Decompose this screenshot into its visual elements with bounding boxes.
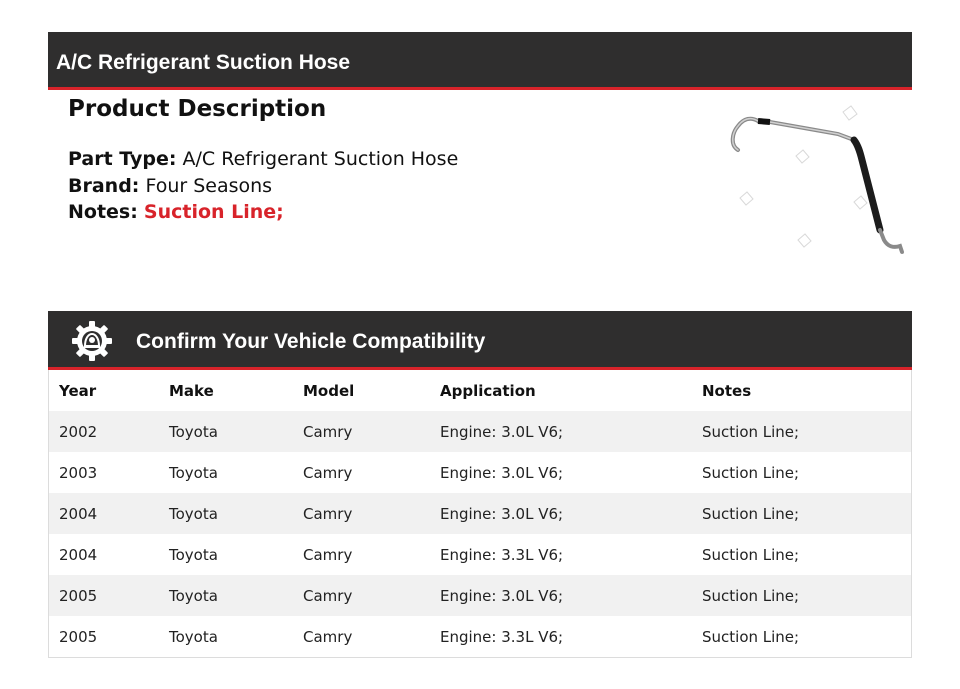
cell-year: 2002 <box>59 422 98 441</box>
cell-year: 2003 <box>59 463 98 482</box>
compatibility-bar <box>48 311 912 370</box>
compatibility-title: Confirm Your Vehicle Compatibility <box>136 330 486 353</box>
cell-model: Camry <box>303 463 353 482</box>
title-bar <box>48 32 912 90</box>
cell-year: 2004 <box>59 504 98 523</box>
cell-application: Engine: 3.0L V6; <box>440 463 564 482</box>
cell-notes: Suction Line; <box>702 627 800 646</box>
table-row <box>49 575 911 616</box>
compatibility-table-wrap <box>48 370 912 658</box>
notes-label: Notes: <box>68 201 138 223</box>
cell-model: Camry <box>303 586 353 605</box>
cell-application: Engine: 3.0L V6; <box>440 586 564 605</box>
cell-notes: Suction Line; <box>702 545 800 564</box>
cell-make: Toyota <box>169 586 218 605</box>
cell-year: 2004 <box>59 545 98 564</box>
brand-label: Brand: <box>68 174 140 197</box>
cell-model: Camry <box>303 504 353 523</box>
brand-value: Four Seasons <box>145 174 273 197</box>
cell-make: Toyota <box>169 463 218 482</box>
cell-model: Camry <box>303 545 353 564</box>
cell-application: Engine: 3.0L V6; <box>440 422 564 441</box>
page-title: A/C Refrigerant Suction Hose <box>56 51 351 74</box>
spec-part-type <box>68 146 458 173</box>
table-row <box>49 493 911 534</box>
part-type-label: Part Type: <box>68 148 177 170</box>
table-row <box>49 616 911 657</box>
cell-model: Camry <box>303 627 353 646</box>
cell-application: Engine: 3.3L V6; <box>440 545 564 564</box>
cell-make: Toyota <box>169 545 218 564</box>
gear-icon <box>70 319 114 363</box>
cell-notes: Suction Line; <box>702 463 800 482</box>
column-header-application: Application <box>440 381 536 400</box>
spec-notes <box>68 199 458 226</box>
column-header-make: Make <box>169 381 214 400</box>
spec-brand <box>68 173 458 200</box>
cell-application: Engine: 3.3L V6; <box>440 627 564 646</box>
spec-list <box>68 146 458 226</box>
cell-application: Engine: 3.0L V6; <box>440 504 564 523</box>
product-image <box>718 100 918 265</box>
compatibility-table <box>49 370 911 657</box>
table-row <box>49 534 911 575</box>
cell-notes: Suction Line; <box>702 422 800 441</box>
column-header-year: Year <box>59 381 97 400</box>
description-heading: Product Description <box>68 96 327 122</box>
part-type-value: A/C Refrigerant Suction Hose <box>182 148 459 170</box>
column-header-notes: Notes <box>702 381 752 400</box>
table-header-row <box>49 370 911 411</box>
cell-make: Toyota <box>169 504 218 523</box>
column-header-model: Model <box>303 381 355 400</box>
cell-make: Toyota <box>169 627 218 646</box>
cell-make: Toyota <box>169 422 218 441</box>
table-row <box>49 452 911 493</box>
cell-notes: Suction Line; <box>702 504 800 523</box>
cell-model: Camry <box>303 422 353 441</box>
table-row <box>49 411 911 452</box>
product-description <box>68 96 458 226</box>
cell-notes: Suction Line; <box>702 586 800 605</box>
notes-value: Suction Line; <box>143 201 284 223</box>
cell-year: 2005 <box>59 627 98 646</box>
cell-year: 2005 <box>59 586 98 605</box>
